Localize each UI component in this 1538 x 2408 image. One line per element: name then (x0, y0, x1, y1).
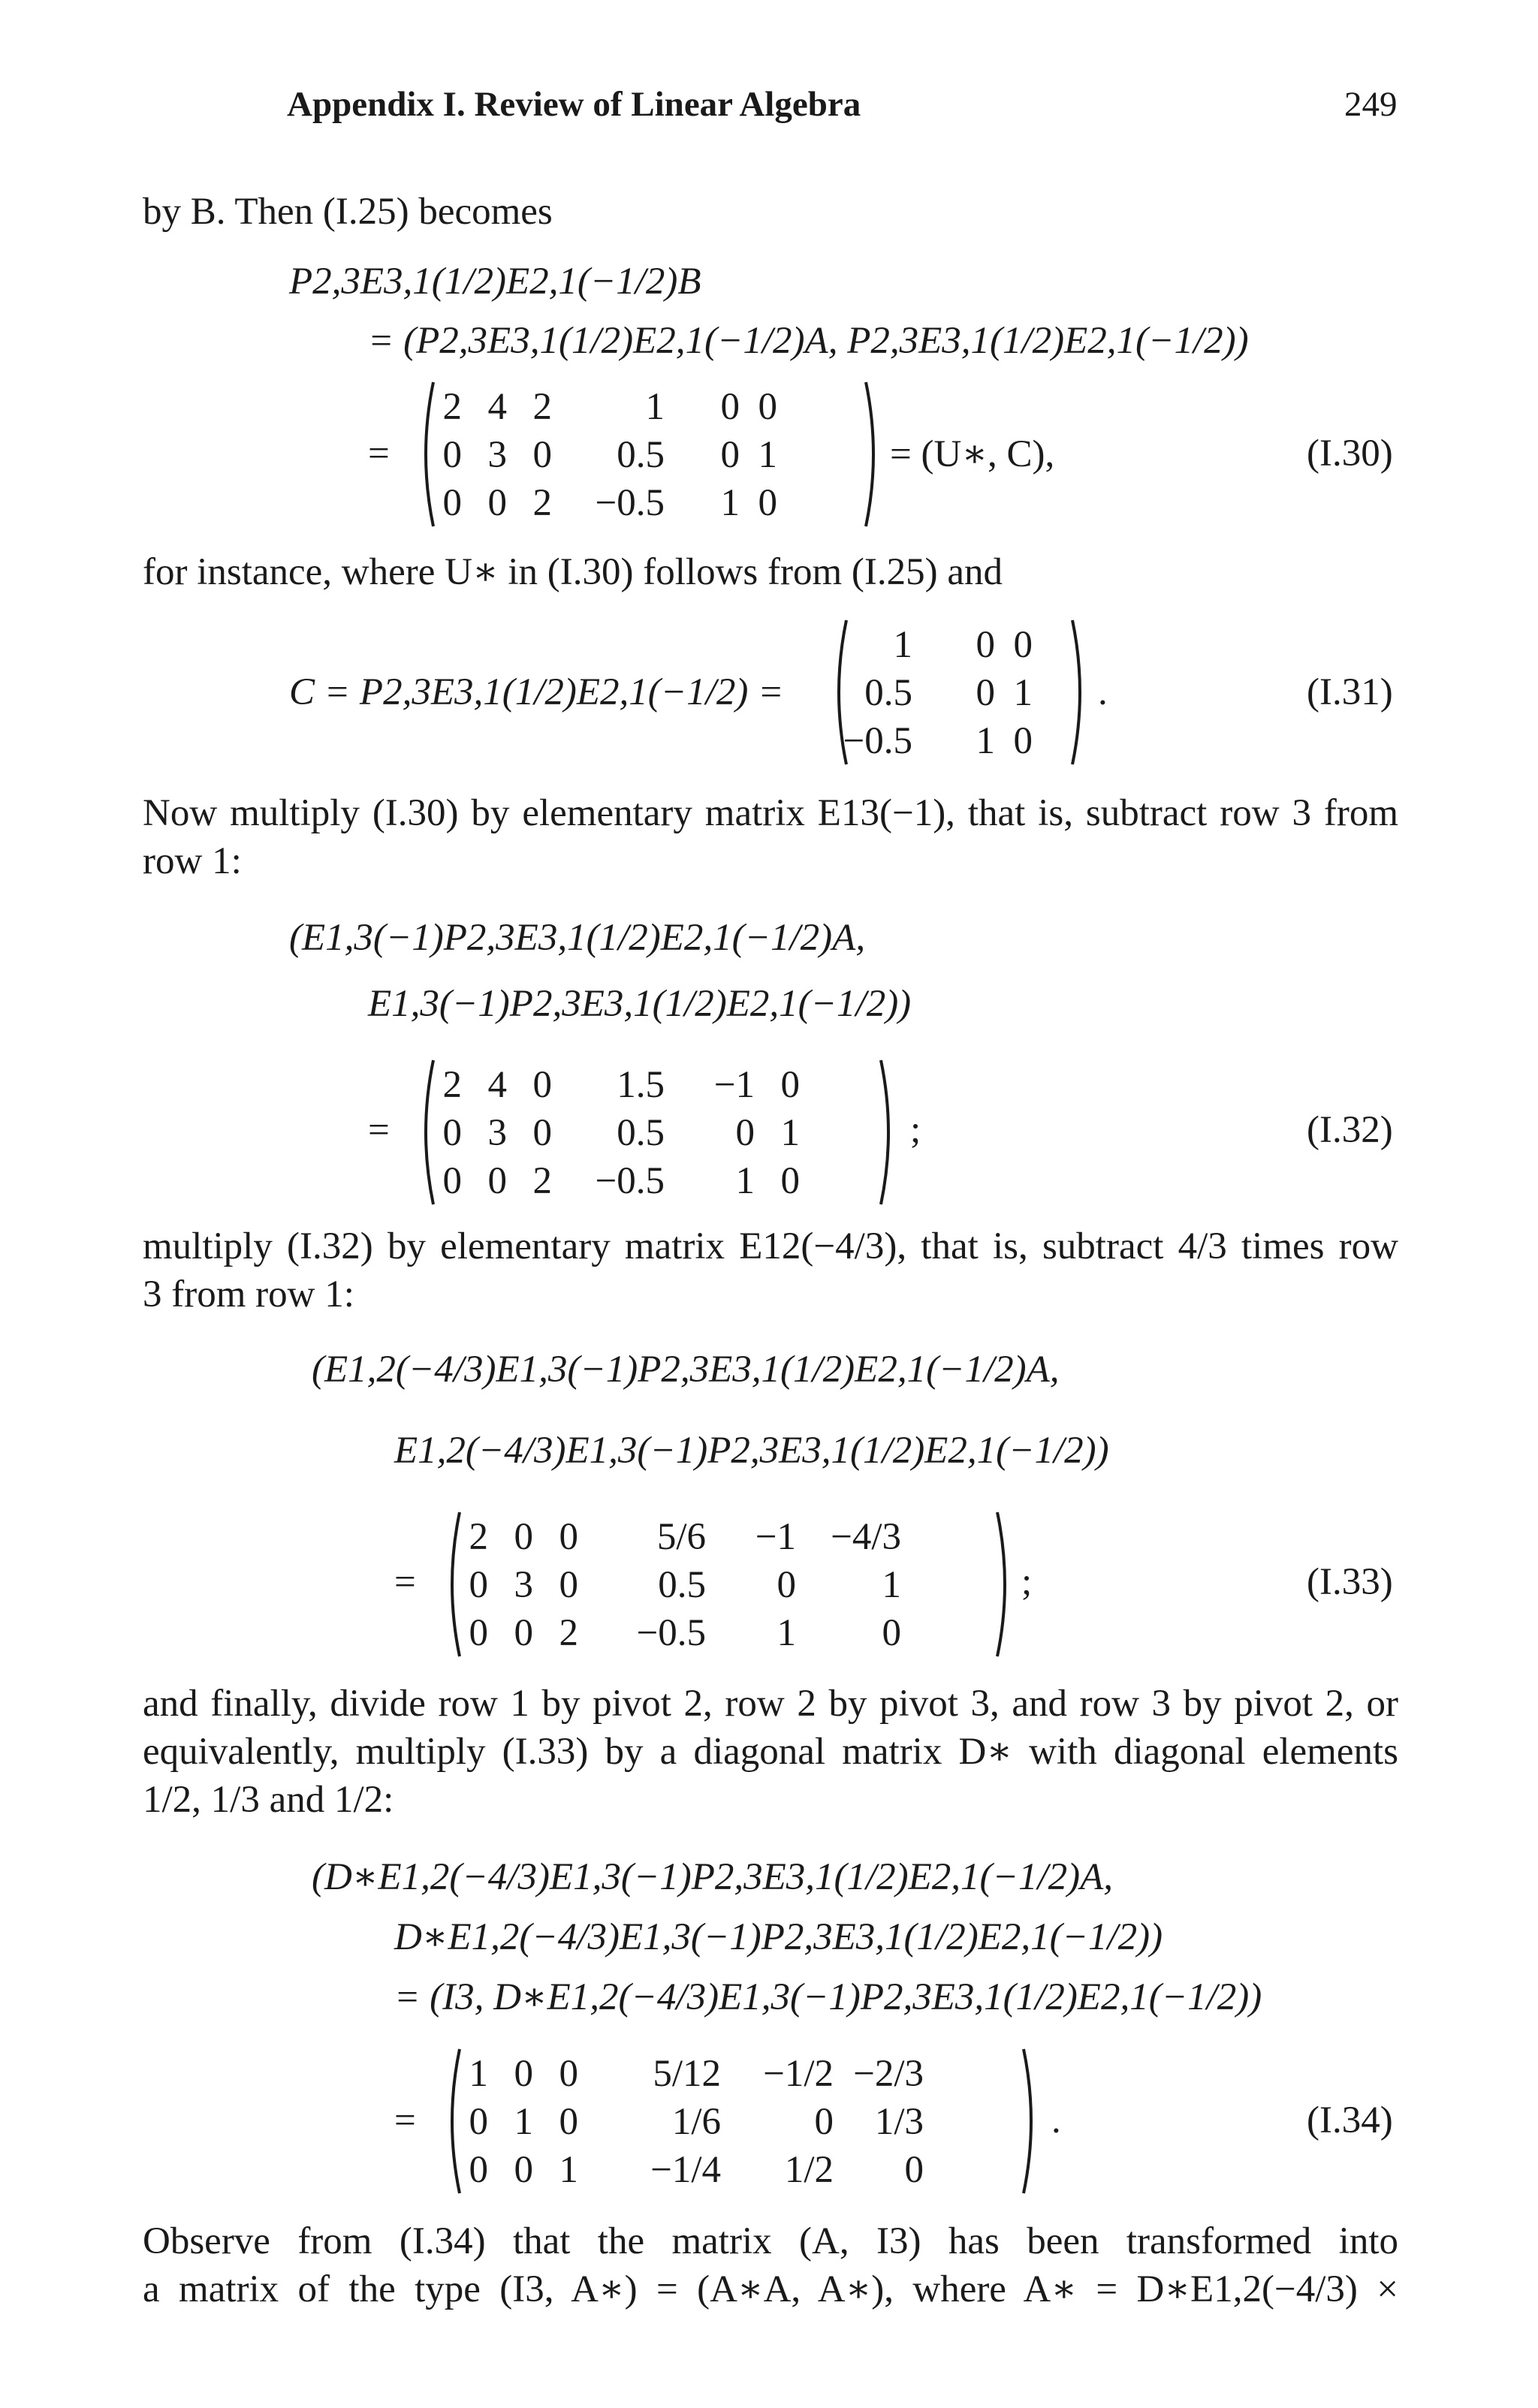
matrix-entry: 1 (645, 386, 665, 428)
matrix-entry: −0.5 (595, 1160, 665, 1202)
eq-i34-line3: = (I3, D∗E1,2(−4/3)E1,3(−1)P2,3E3,1(1/2)E2,1(−1/2)) (394, 1976, 1262, 2018)
matrix-entry: 0 (532, 1064, 552, 1106)
paragraph-multiply-e13: Now multiply (I.30) by elementary matrix E13(−1), that is, subtract row 3 from (143, 792, 1398, 834)
eq-i32-semicolon: ; (910, 1109, 921, 1151)
paragraph-multiply-e12-cont: 3 from row 1: (143, 1273, 354, 1316)
matrix-entry: −0.5 (843, 720, 912, 762)
matrix-entry: 1 (882, 1564, 901, 1606)
matrix-entry: 5/6 (656, 1516, 706, 1558)
paragraph-observe: Observe from (I.34) that the matrix (A, I3) has been transformed into (143, 2220, 1398, 2262)
matrix-entry: 0 (487, 1160, 507, 1202)
matrix-entry: 0 (814, 2101, 834, 2143)
matrix-entry: 0.5 (658, 1564, 706, 1606)
eq-i32-equals: = (368, 1109, 390, 1151)
equation-number-i30: (I.30) (1307, 432, 1393, 475)
matrix-entry: 0 (487, 482, 507, 524)
matrix-entry: 0 (735, 1112, 755, 1154)
eq-i34-equals: = (394, 2099, 416, 2141)
eq-i31-period: . (1098, 671, 1108, 713)
right-parenthesis (881, 1060, 888, 1204)
paragraph-divide-pivots-cont: equivalently, multiply (I.33) by a diagonal matrix D∗ with diagonal elements (143, 1731, 1398, 1773)
matrix-entry: 0 (780, 1160, 800, 1202)
matrix-i32 (417, 1057, 897, 1207)
equation-number-i34: (I.34) (1307, 2099, 1393, 2141)
matrix-entry: 0 (442, 434, 462, 476)
matrix-i33 (443, 1509, 1014, 1659)
matrix-entry: 3 (487, 434, 507, 476)
matrix-entry: −0.5 (636, 1612, 706, 1654)
matrix-i31 (830, 617, 1089, 767)
matrix-entry: 0 (720, 386, 740, 428)
matrix-entry: 0 (514, 1612, 533, 1654)
matrix-entry: 4 (487, 386, 507, 428)
eq-i30-line2: = (P2,3E3,1(1/2)E2,1(−1/2)A, P2,3E3,1(1/2)E2,1(−1/2)) (368, 320, 1249, 362)
eq-i34-period: . (1051, 2099, 1061, 2141)
right-parenthesis (1024, 2049, 1031, 2193)
matrix-entry: 0 (758, 482, 777, 524)
matrix-entry: 0.5 (617, 434, 665, 476)
matrix-entry: 2 (559, 1612, 578, 1654)
matrix-entry: 0 (758, 386, 777, 428)
matrix-entry: 0 (514, 2149, 533, 2191)
matrix-entry: 0 (976, 672, 995, 714)
matrix-entry: 0 (469, 2149, 488, 2191)
matrix-entry: −1/4 (650, 2149, 721, 2191)
paragraph-intro: by B. Then (I.25) becomes (143, 191, 553, 233)
matrix-entry: 1/3 (874, 2101, 924, 2143)
matrix-entry: −1 (713, 1064, 755, 1106)
matrix-entry: 2 (442, 1064, 462, 1106)
eq-i31-lhs: C = P2,3E3,1(1/2)E2,1(−1/2) = (289, 671, 784, 713)
right-parenthesis (997, 1512, 1005, 1656)
page-number: 249 (1344, 85, 1398, 124)
eq-i30-line1: P2,3E3,1(1/2)E2,1(−1/2)B (289, 261, 701, 303)
matrix-entry: 0 (514, 1516, 533, 1558)
matrix-entry: 0.5 (864, 672, 912, 714)
matrix-entry: 1 (777, 1612, 796, 1654)
matrix-entry: 1 (514, 2101, 533, 2143)
matrix-entry: 4 (487, 1064, 507, 1106)
eq-i34-line1: (D∗E1,2(−4/3)E1,3(−1)P2,3E3,1(1/2)E2,1(−1/2)A, (312, 1856, 1114, 1898)
matrix-entry: −2/3 (853, 2053, 924, 2095)
equation-number-i33: (I.33) (1307, 1561, 1393, 1603)
left-parenthesis (426, 1060, 433, 1204)
running-header: Appendix I. Review of Linear Algebra (287, 85, 861, 124)
matrix-entry: 0 (514, 2053, 533, 2095)
paragraph-divide-pivots: and finally, divide row 1 by pivot 2, row 2 by pivot 3, and row 3 by pivot 2, or (143, 1683, 1398, 1725)
eq-i33-line2: E1,2(−4/3)E1,3(−1)P2,3E3,1(1/2)E2,1(−1/2)) (394, 1430, 1109, 1472)
matrix-entry: 1.5 (617, 1064, 665, 1106)
matrix-entry: 0 (559, 2053, 578, 2095)
matrix-entry: 1 (976, 720, 995, 762)
matrix-entry: 1 (1013, 672, 1033, 714)
matrix-entry: 0 (976, 624, 995, 666)
eq-i34-line2: D∗E1,2(−4/3)E1,3(−1)P2,3E3,1(1/2)E2,1(−1/2)) (394, 1916, 1163, 1958)
right-parenthesis (1072, 620, 1080, 764)
matrix-entry: 0 (442, 1160, 462, 1202)
equation-number-i32: (I.32) (1307, 1109, 1393, 1151)
matrix-entry: 1 (720, 482, 740, 524)
matrix-entry: 2 (469, 1516, 488, 1558)
matrix-entry: 0 (442, 1112, 462, 1154)
matrix-entry: 0 (469, 2101, 488, 2143)
left-parenthesis (452, 2049, 460, 2193)
left-parenthesis (426, 382, 433, 526)
matrix-entry: 5/12 (653, 2053, 721, 2095)
eq-i33-equals: = (394, 1561, 416, 1603)
matrix-entry: 1 (893, 624, 912, 666)
matrix-entry: −4/3 (831, 1516, 901, 1558)
matrix-entry: 0 (780, 1064, 800, 1106)
matrix-entry: 1 (559, 2149, 578, 2191)
matrix-i30 (417, 379, 882, 529)
matrix-entry: 1 (758, 434, 777, 476)
matrix-entry: 0 (532, 1112, 552, 1154)
matrix-entry: 0 (720, 434, 740, 476)
matrix-entry: 0 (559, 1564, 578, 1606)
paragraph-multiply-e12: multiply (I.32) by elementary matrix E12(−4/3), that is, subtract 4/3 times row (143, 1225, 1398, 1267)
matrix-entry: 1/6 (671, 2101, 721, 2143)
matrix-entry: 0 (442, 482, 462, 524)
matrix-entry: 1 (469, 2053, 488, 2095)
eq-i33-semicolon: ; (1021, 1561, 1033, 1603)
matrix-entry: 1/2 (784, 2149, 834, 2191)
matrix-entry: 0.5 (617, 1112, 665, 1154)
matrix-entry: 2 (442, 386, 462, 428)
matrix-entry: 0 (559, 2101, 578, 2143)
eq-i30-equals: = (368, 432, 390, 475)
matrix-entry: 3 (487, 1112, 507, 1154)
matrix-entry: 0 (469, 1612, 488, 1654)
paragraph-divide-pivots-end: 1/2, 1/3 and 1/2: (143, 1779, 394, 1821)
eq-i30-tail: = (U∗, C), (890, 433, 1055, 475)
matrix-entry: 0 (559, 1516, 578, 1558)
matrix-entry: −1/2 (763, 2053, 834, 2095)
matrix-entry: 0 (1013, 624, 1033, 666)
matrix-entry: −0.5 (595, 482, 665, 524)
matrix-entry: 1 (780, 1112, 800, 1154)
left-parenthesis (452, 1512, 460, 1656)
matrix-entry: 1 (735, 1160, 755, 1202)
matrix-entry: 0 (532, 434, 552, 476)
paragraph-observe-cont: a matrix of the type (I3, A∗) = (A∗A, A∗), where A∗ = D∗E1,2(−4/3) × (143, 2268, 1398, 2310)
eq-i32-line1: (E1,3(−1)P2,3E3,1(1/2)E2,1(−1/2)A, (289, 917, 866, 959)
equation-number-i31: (I.31) (1307, 671, 1393, 713)
matrix-entry: 2 (532, 386, 552, 428)
matrix-entry: 3 (514, 1564, 533, 1606)
eq-i33-line1: (E1,2(−4/3)E1,3(−1)P2,3E3,1(1/2)E2,1(−1/2)A, (312, 1349, 1060, 1391)
matrix-entry: 2 (532, 482, 552, 524)
matrix-entry: 2 (532, 1160, 552, 1202)
paragraph-where-u: for instance, where U∗ in (I.30) follows from (I.25) and (143, 551, 1003, 593)
right-parenthesis (866, 382, 873, 526)
paragraph-multiply-e13-cont: row 1: (143, 840, 242, 882)
matrix-entry: 0 (777, 1564, 796, 1606)
matrix-i34 (443, 2046, 1040, 2196)
eq-i32-line2: E1,3(−1)P2,3E3,1(1/2)E2,1(−1/2)) (368, 983, 912, 1025)
matrix-entry: 0 (882, 1612, 901, 1654)
matrix-entry: 0 (904, 2149, 924, 2191)
matrix-entry: 0 (469, 1564, 488, 1606)
matrix-entry: 0 (1013, 720, 1033, 762)
matrix-entry: −1 (755, 1516, 796, 1558)
